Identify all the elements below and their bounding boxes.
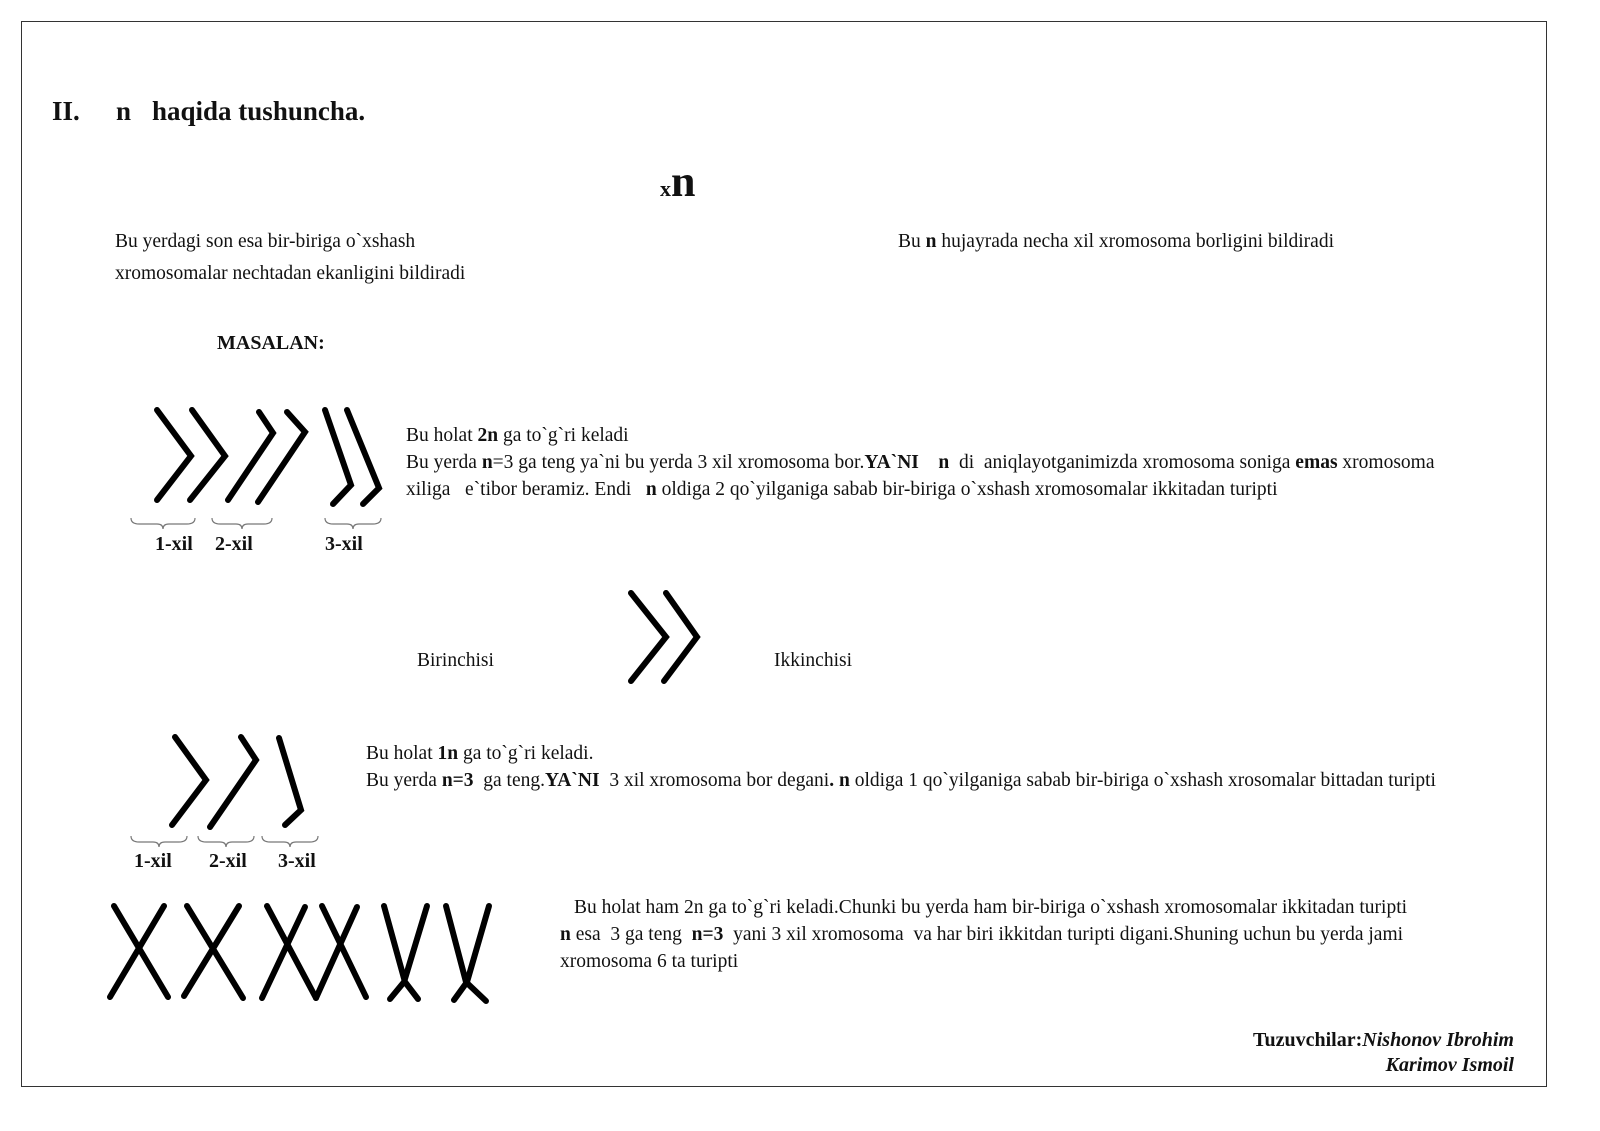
authors-line-1	[1253, 1028, 1514, 1053]
case2-chromosomes	[172, 737, 301, 827]
text-bold: n	[481, 452, 493, 473]
case1-line-2	[406, 449, 1435, 476]
brace-5	[198, 836, 254, 847]
brace-3	[325, 518, 381, 529]
case3-chromosomes	[110, 906, 489, 1001]
right-note-part: Bu	[898, 231, 926, 252]
xil-label: 2-xil	[209, 850, 247, 872]
text-bold: n=3	[441, 770, 474, 791]
case1-line-3	[406, 476, 1435, 503]
chromosome-c2-2	[210, 737, 256, 827]
xil-label: 1-xil	[134, 850, 172, 872]
brace-1	[131, 518, 195, 529]
x-chromosome-2a	[187, 906, 243, 998]
text-part: xiliga e`tibor beramiz. Endi	[406, 479, 646, 500]
x-chromosome-1b	[110, 906, 164, 997]
text-part: ga to`g`ri keladi	[498, 425, 629, 446]
pair-chromosomes	[631, 593, 697, 681]
text-part: oldiga 1 qo`yilganiga sabab bir-biriga o`xshash xrosomalar bittadan turipti	[849, 770, 1436, 791]
text-part: xromosoma	[1337, 452, 1435, 473]
case3-paragraph	[560, 894, 1407, 975]
formula-symbol: n	[671, 157, 696, 206]
text-bold: emas	[1295, 452, 1338, 473]
case3-line-1: Bu holat ham 2n ga to`g`ri keladi.Chunki bu yerda ham bir-biriga o`xshash xromosomalar ikkitadan turipti	[574, 897, 1408, 918]
left-note-line-1: Bu yerdagi son esa bir-biriga o`xshash	[115, 231, 416, 252]
xil-label: 3-xil	[278, 850, 316, 872]
left-note-line-2: xromosomalar nechtadan ekanligini bildiradi	[115, 263, 466, 284]
case2-paragraph	[366, 740, 1436, 794]
x-chromosome-3b	[262, 907, 305, 998]
second-label: Ikkinchisi	[774, 650, 852, 671]
case2-line-1	[366, 740, 1436, 767]
example-label: MASALAN:	[217, 332, 325, 354]
case2-line-2	[366, 767, 1436, 794]
text-bold: YA`NI	[545, 770, 600, 791]
author-name: Nishonov Ibrohim	[1362, 1029, 1514, 1051]
x-chromosome-3a	[267, 906, 316, 998]
case1-paragraph	[406, 422, 1435, 503]
chromosome-3b	[347, 410, 379, 504]
chromosome-1a	[157, 410, 191, 500]
chromosome-3a	[325, 410, 351, 504]
authors-block	[1253, 1028, 1514, 1078]
right-note-part: hujayrada necha xil xromosoma borligini bildiradi	[936, 231, 1334, 252]
text-part: ga teng.	[473, 770, 546, 791]
text-part: yani 3 xil xromosoma va har biri ikkitdan turipti digani.Shuning uchun bu yerda jami	[723, 924, 1404, 945]
case3-line-2	[560, 921, 1407, 948]
xil-label: 3-xil	[325, 533, 363, 555]
text-bold: . n	[829, 770, 850, 791]
heading-text: haqida tushuncha.	[152, 96, 366, 126]
section-number: II.	[52, 96, 80, 126]
xil-label: 2-xil	[215, 533, 253, 555]
text-part: Bu holat	[406, 425, 478, 446]
brace-6	[262, 836, 318, 847]
text-bold: n	[560, 924, 571, 945]
first-label: Birinchisi	[417, 650, 494, 671]
text-part: Bu yerda	[406, 452, 482, 473]
case1-line-1	[406, 422, 1435, 449]
text-bold: YA`NI n	[864, 452, 950, 473]
brace-4	[131, 836, 187, 847]
chromosome-c2-1	[172, 737, 206, 825]
text-part: Bu yerda	[366, 770, 442, 791]
text-part: esa 3 ga teng	[570, 924, 692, 945]
text-part: Bu holat	[366, 743, 438, 764]
text-part: =3 ga teng ya`ni bu yerda 3 xil xromosoma bor.	[492, 452, 865, 473]
text-bold: n	[645, 479, 657, 500]
chromosome-c2-3	[279, 738, 301, 825]
chromosome-first	[631, 593, 666, 681]
formula-prefix: x	[660, 176, 671, 201]
heading-symbol: n	[116, 96, 132, 126]
case1-braces	[131, 518, 381, 529]
brace-2	[212, 518, 272, 529]
text-part: ga to`g`ri keladi.	[458, 743, 594, 764]
x-chromosome-1a	[114, 906, 168, 997]
text-bold: 2n	[477, 425, 499, 446]
case2-braces	[131, 836, 318, 847]
case1-chromosomes	[157, 410, 379, 504]
author-name: Karimov Ismoil	[1385, 1054, 1514, 1076]
authors-line-2	[1253, 1053, 1514, 1078]
x-chromosome-4b	[316, 907, 357, 998]
x-chromosome-4a	[322, 906, 366, 997]
right-note-symbol: n	[925, 231, 937, 252]
text-bold: 1n	[437, 743, 459, 764]
text-part: oldiga 2 qo`yilganiga sabab bir-biriga o`xshash xromosomalar ikkitadan turipti	[656, 479, 1278, 500]
text-part: 3 xil xromosoma bor degani	[599, 770, 830, 791]
text-part: di aniqlayotganimizda xromosoma soniga	[949, 452, 1296, 473]
case3-line-3: xromosoma 6 ta turipti	[560, 951, 739, 972]
text-bold: n=3	[691, 924, 724, 945]
authors-label: Tuzuvchilar:	[1253, 1029, 1363, 1051]
xil-label: 1-xil	[155, 533, 193, 555]
chromosome-1b	[190, 410, 225, 500]
